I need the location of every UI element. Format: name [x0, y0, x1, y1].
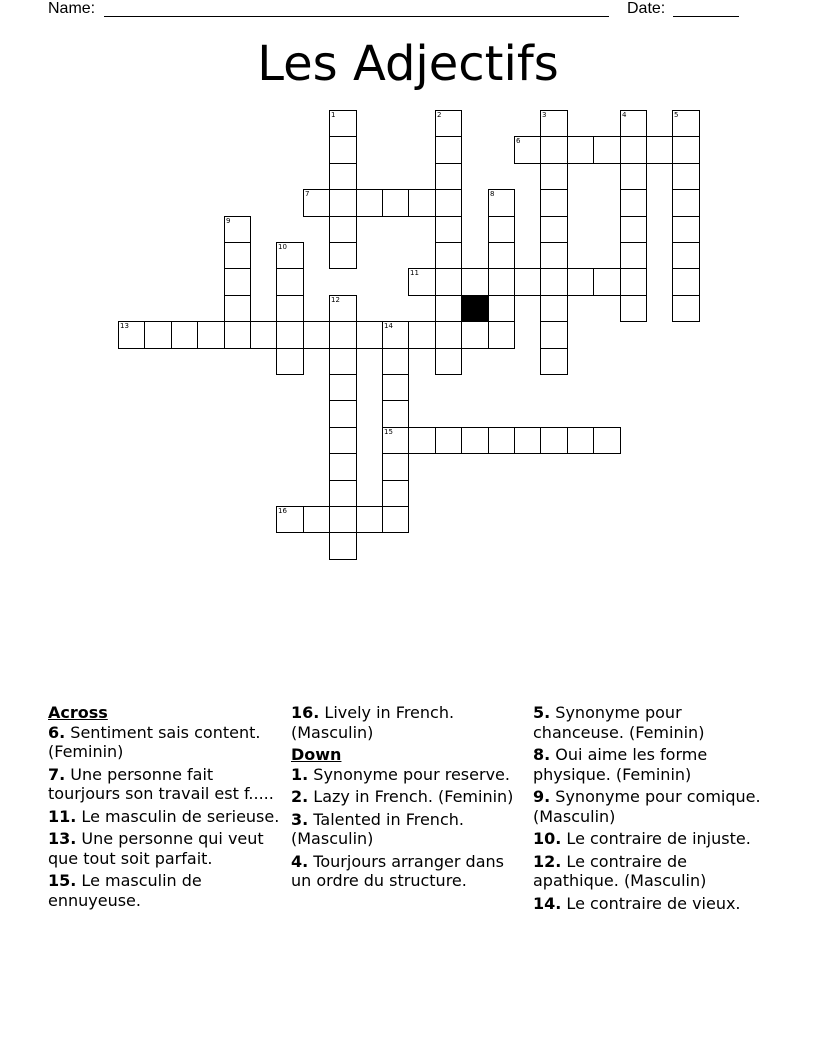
grid-cell[interactable] [488, 189, 515, 217]
down-clue-list [291, 765, 527, 891]
grid-cell[interactable] [488, 321, 515, 349]
grid-cell[interactable] [567, 427, 594, 454]
clue-item [291, 810, 527, 849]
grid-cell[interactable] [382, 427, 409, 454]
clue-text: Lively in French. (Masculin) [291, 703, 455, 742]
grid-cell[interactable] [329, 216, 357, 243]
clue-number-label: 6 [516, 137, 521, 145]
grid-cell[interactable] [620, 136, 647, 164]
grid-cell[interactable] [435, 321, 462, 349]
across-heading: Across [48, 703, 108, 722]
clue-item [48, 723, 284, 762]
grid-cell[interactable] [250, 321, 277, 349]
clue-number-label: 12 [331, 296, 340, 304]
clue-number-label: 7 [305, 190, 310, 198]
clue-number-label: 3 [542, 111, 547, 119]
clue-number-label: 10 [278, 243, 287, 251]
grid-cell[interactable] [408, 189, 436, 217]
grid-cell[interactable] [382, 348, 409, 375]
grid-cell[interactable] [329, 136, 357, 164]
grid-cell[interactable] [620, 163, 647, 190]
grid-cell[interactable] [144, 321, 172, 349]
clue-text: Une personne qui veut que tout soit parfait. [48, 829, 264, 868]
grid-cell[interactable] [356, 189, 383, 217]
clue-item [533, 894, 769, 914]
clue-number-label: 13 [120, 322, 129, 330]
grid-cell[interactable] [276, 295, 304, 322]
grid-cell[interactable] [435, 268, 462, 296]
clue-number: 14. [533, 893, 562, 913]
grid-cell[interactable] [514, 268, 541, 296]
grid-cell[interactable] [672, 163, 700, 190]
grid-cell[interactable] [329, 163, 357, 190]
clue-number: 10. [533, 829, 562, 848]
clue-item [533, 829, 769, 849]
clue-item [48, 871, 284, 910]
clue-number: 8. [533, 745, 551, 764]
grid-cell[interactable] [461, 321, 489, 349]
clue-item [48, 829, 284, 868]
grid-cell[interactable] [382, 400, 409, 428]
grid-cell[interactable] [329, 532, 357, 560]
grid-cell[interactable] [620, 110, 647, 137]
grid-cell[interactable] [329, 321, 357, 349]
grid-cell[interactable] [329, 480, 357, 507]
clue-item [533, 745, 769, 784]
grid-cell[interactable] [329, 506, 357, 533]
grid-cell[interactable] [118, 321, 145, 349]
grid-cell[interactable] [620, 242, 647, 269]
grid-cell[interactable] [593, 136, 621, 164]
grid-cell[interactable] [672, 216, 700, 243]
grid-cell[interactable] [646, 136, 673, 164]
grid-cell[interactable] [672, 295, 700, 322]
grid-cell[interactable] [276, 348, 304, 375]
grid-cell[interactable] [224, 295, 251, 322]
clue-text: Talented in French. (Masculin) [291, 809, 464, 848]
grid-cell[interactable] [224, 321, 251, 349]
grid-cell[interactable] [567, 136, 594, 164]
grid-cell[interactable] [408, 427, 436, 454]
clue-text: Le contraire de vieux. [561, 893, 741, 913]
grid-cell[interactable] [540, 216, 568, 243]
grid-cell[interactable] [540, 427, 568, 454]
grid-cell[interactable] [276, 321, 304, 349]
grid-cell[interactable] [356, 321, 383, 349]
down-clue-list-continued [533, 703, 769, 913]
grid-cell[interactable] [593, 268, 621, 296]
clue-text: Synonyme pour chanceuse. (Feminin) [533, 703, 705, 742]
grid-cell[interactable] [540, 348, 568, 375]
grid-cell[interactable] [540, 110, 568, 137]
clue-text: Oui aime les forme physique. (Feminin) [533, 745, 708, 784]
grid-cell[interactable] [672, 268, 700, 296]
clue-number: 1. [291, 764, 309, 784]
grid-cell[interactable] [540, 189, 568, 217]
clue-number-label: 16 [278, 507, 287, 515]
grid-cell[interactable] [540, 268, 568, 296]
grid-cell[interactable] [408, 321, 436, 349]
clue-number: 13. [48, 829, 77, 848]
clue-item [48, 765, 284, 804]
clue-text: Le masculin de ennuyeuse. [48, 871, 202, 910]
grid-cell[interactable] [461, 427, 489, 454]
grid-cell[interactable] [329, 427, 357, 454]
clues-column-2 [291, 703, 527, 894]
clue-item [291, 852, 527, 891]
black-square [461, 295, 489, 322]
clue-text: Synonyme pour comique. (Masculin) [533, 787, 761, 826]
grid-cell[interactable] [435, 348, 462, 375]
clue-number: 16. [291, 703, 320, 722]
grid-cell[interactable] [197, 321, 225, 349]
clue-text: Synonyme pour reserve. [308, 764, 510, 784]
grid-cell[interactable] [435, 110, 462, 137]
grid-cell[interactable] [620, 295, 647, 322]
grid-cell[interactable] [329, 110, 357, 137]
clue-item [533, 852, 769, 891]
clue-item [533, 787, 769, 826]
grid-cell[interactable] [224, 216, 251, 243]
grid-cell[interactable] [224, 242, 251, 269]
clue-text: Le masculin de serieuse. [76, 806, 280, 826]
grid-cell[interactable] [171, 321, 198, 349]
grid-cell[interactable] [540, 163, 568, 190]
grid-cell[interactable] [672, 189, 700, 217]
grid-cell[interactable] [382, 480, 409, 507]
clue-number: 7. [48, 764, 66, 784]
clue-number: 2. [291, 787, 309, 806]
grid-cell[interactable] [540, 321, 568, 349]
grid-cell[interactable] [276, 268, 304, 296]
clue-number-label: 2 [437, 111, 442, 119]
clue-number: 15. [48, 871, 77, 890]
clue-item [48, 807, 284, 827]
clue-number: 4. [291, 851, 309, 871]
grid-cell[interactable] [329, 348, 357, 375]
grid-cell[interactable] [435, 216, 462, 243]
clue-number-label: 9 [226, 217, 231, 225]
clue-number: 5. [533, 703, 551, 722]
clues-column-3 [533, 703, 769, 916]
grid-cell[interactable] [540, 295, 568, 322]
grid-cell[interactable] [356, 506, 383, 533]
grid-cell[interactable] [303, 189, 330, 217]
grid-cell[interactable] [276, 506, 304, 533]
grid-cell[interactable] [435, 295, 462, 322]
grid-cell[interactable] [620, 268, 647, 296]
grid-cell[interactable] [435, 136, 462, 164]
clue-number-label: 11 [410, 269, 419, 277]
clue-number: 11. [48, 806, 77, 826]
grid-cell[interactable] [435, 242, 462, 269]
clue-number-label: 1 [331, 111, 336, 119]
clue-text: Une personne fait tourjours son travail est f..... [48, 764, 274, 803]
grid-cell[interactable] [488, 427, 515, 454]
grid-cell[interactable] [435, 189, 462, 217]
clue-item [291, 703, 527, 742]
grid-cell[interactable] [620, 216, 647, 243]
across-clue-list-continued [291, 703, 527, 742]
grid-cell[interactable] [329, 374, 357, 401]
clue-text: Sentiment sais content. (Feminin) [48, 722, 261, 761]
clue-item [291, 787, 527, 807]
grid-cell[interactable] [435, 427, 462, 454]
clue-number: 3. [291, 809, 309, 829]
clue-number: 12. [533, 851, 562, 871]
date-label: Date: [627, 0, 666, 17]
grid-cell[interactable] [593, 427, 621, 454]
grid-cell[interactable] [488, 295, 515, 322]
grid-cell[interactable] [461, 268, 489, 296]
clue-number-label: 14 [384, 322, 393, 330]
name-label: Name: [48, 0, 96, 17]
grid-cell[interactable] [329, 189, 357, 217]
grid-cell[interactable] [488, 216, 515, 243]
grid-cell[interactable] [488, 268, 515, 296]
grid-cell[interactable] [435, 163, 462, 190]
clue-number: 9. [533, 787, 551, 806]
grid-cell[interactable] [382, 189, 409, 217]
clue-text: Tourjours arranger dans un ordre du structure. [291, 851, 504, 890]
grid-cell[interactable] [488, 242, 515, 269]
grid-cell[interactable] [303, 506, 330, 533]
grid-cell[interactable] [329, 400, 357, 428]
grid-cell[interactable] [329, 295, 357, 322]
grid-cell[interactable] [329, 453, 357, 481]
grid-cell[interactable] [224, 268, 251, 296]
page-title: Les Adjectifs [257, 36, 559, 92]
grid-cell[interactable] [514, 427, 541, 454]
grid-cell[interactable] [303, 321, 330, 349]
grid-cell[interactable] [276, 242, 304, 269]
clue-number-label: 15 [384, 428, 393, 436]
clue-number-label: 4 [622, 111, 627, 119]
clue-text: Lazy in French. (Feminin) [308, 787, 514, 806]
grid-cell[interactable] [329, 242, 357, 269]
down-heading: Down [291, 745, 342, 764]
clues-column-1 [48, 703, 284, 913]
clue-number-label: 5 [674, 111, 679, 119]
clue-item [533, 703, 769, 742]
clue-number: 6. [48, 722, 66, 742]
grid-cell[interactable] [514, 136, 541, 164]
grid-cell[interactable] [382, 374, 409, 401]
clue-number-label: 8 [490, 190, 495, 198]
grid-cell[interactable] [567, 268, 594, 296]
grid-cell[interactable] [540, 136, 568, 164]
grid-cell[interactable] [382, 321, 409, 349]
grid-cell[interactable] [408, 268, 436, 296]
clue-text: Le contraire de injuste. [561, 829, 751, 848]
across-clue-list [48, 723, 284, 911]
grid-cell[interactable] [672, 136, 700, 164]
clue-text: Le contraire de apathique. (Masculin) [533, 851, 707, 890]
grid-cell[interactable] [672, 242, 700, 269]
grid-cell[interactable] [672, 110, 700, 137]
grid-cell[interactable] [382, 453, 409, 481]
grid-cell[interactable] [540, 242, 568, 269]
grid-cell[interactable] [620, 189, 647, 217]
grid-cell[interactable] [382, 506, 409, 533]
clue-item [291, 765, 527, 785]
